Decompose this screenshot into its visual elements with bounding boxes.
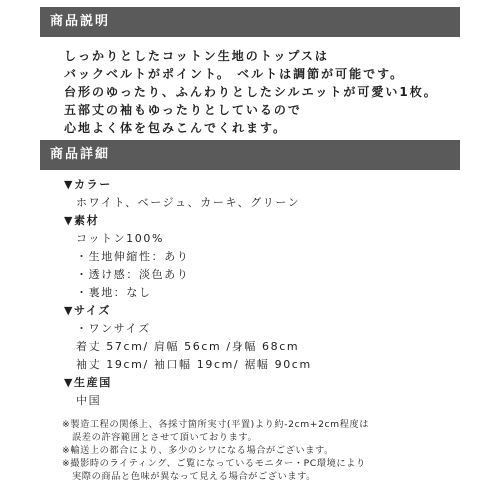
size-label: ▼サイズ — [64, 304, 111, 317]
section-title: 商品詳細 — [50, 147, 111, 162]
description-line: しっかりとしたコットン生地のトップスは — [64, 49, 329, 63]
material-value: コットン100% — [76, 232, 165, 245]
material-stretch: ・生地伸縮性：あり — [76, 250, 190, 263]
color-values: ホワイト、ベージュ、カーキ、グリーン — [76, 196, 301, 209]
size-value: ・ワンサイズ — [76, 322, 151, 335]
section-header-details — [40, 140, 460, 170]
description-line: 五部丈の袖もゆったりとしているので — [64, 103, 302, 117]
note-line: 実際の商品と色味が異なって見える場合がございます。 — [72, 471, 316, 482]
material-label: ▼素材 — [64, 214, 100, 227]
origin-label: ▼生産国 — [64, 376, 112, 389]
details-block — [64, 176, 464, 410]
description-line: バックベルトがポイント。 ベルトは調節が可能です。 — [64, 67, 405, 81]
section-header-description — [40, 7, 460, 37]
material-lining: ・裏地：なし — [76, 286, 152, 299]
origin-value: 中国 — [76, 394, 102, 407]
note-line: ※撮影時のライティング、ご覧になっているモニター・PC環境により — [62, 458, 366, 469]
note-line: ※製造工程の関係上、各採寸箇所実寸(平置)より約-2cm+2cm程度は — [62, 419, 370, 430]
description-line: 台形のゆったり、ふんわりとしたシルエットが可愛い1枚。 — [64, 85, 438, 99]
description-line: 心地よく体を包みこんでくれます。 — [64, 121, 288, 135]
material-sheer: ・透け感：淡色あり — [76, 268, 190, 281]
color-label: ▼カラー — [64, 178, 112, 191]
size-measurements-2: 袖丈 19cm/ 袖口幅 19cm/ 裾幅 90cm — [76, 358, 312, 371]
size-measurements-1: 着丈 57cm/ 肩幅 56cm /身幅 68cm — [76, 340, 300, 353]
description-block — [64, 47, 464, 137]
note-line: 誤差の許容範囲とさせて頂いております。 — [72, 432, 258, 443]
section-title: 商品説明 — [50, 14, 111, 29]
notes-block — [62, 418, 472, 483]
note-line: ※輸送上の都合により、多少のシワになる場合がございます。 — [62, 445, 334, 456]
